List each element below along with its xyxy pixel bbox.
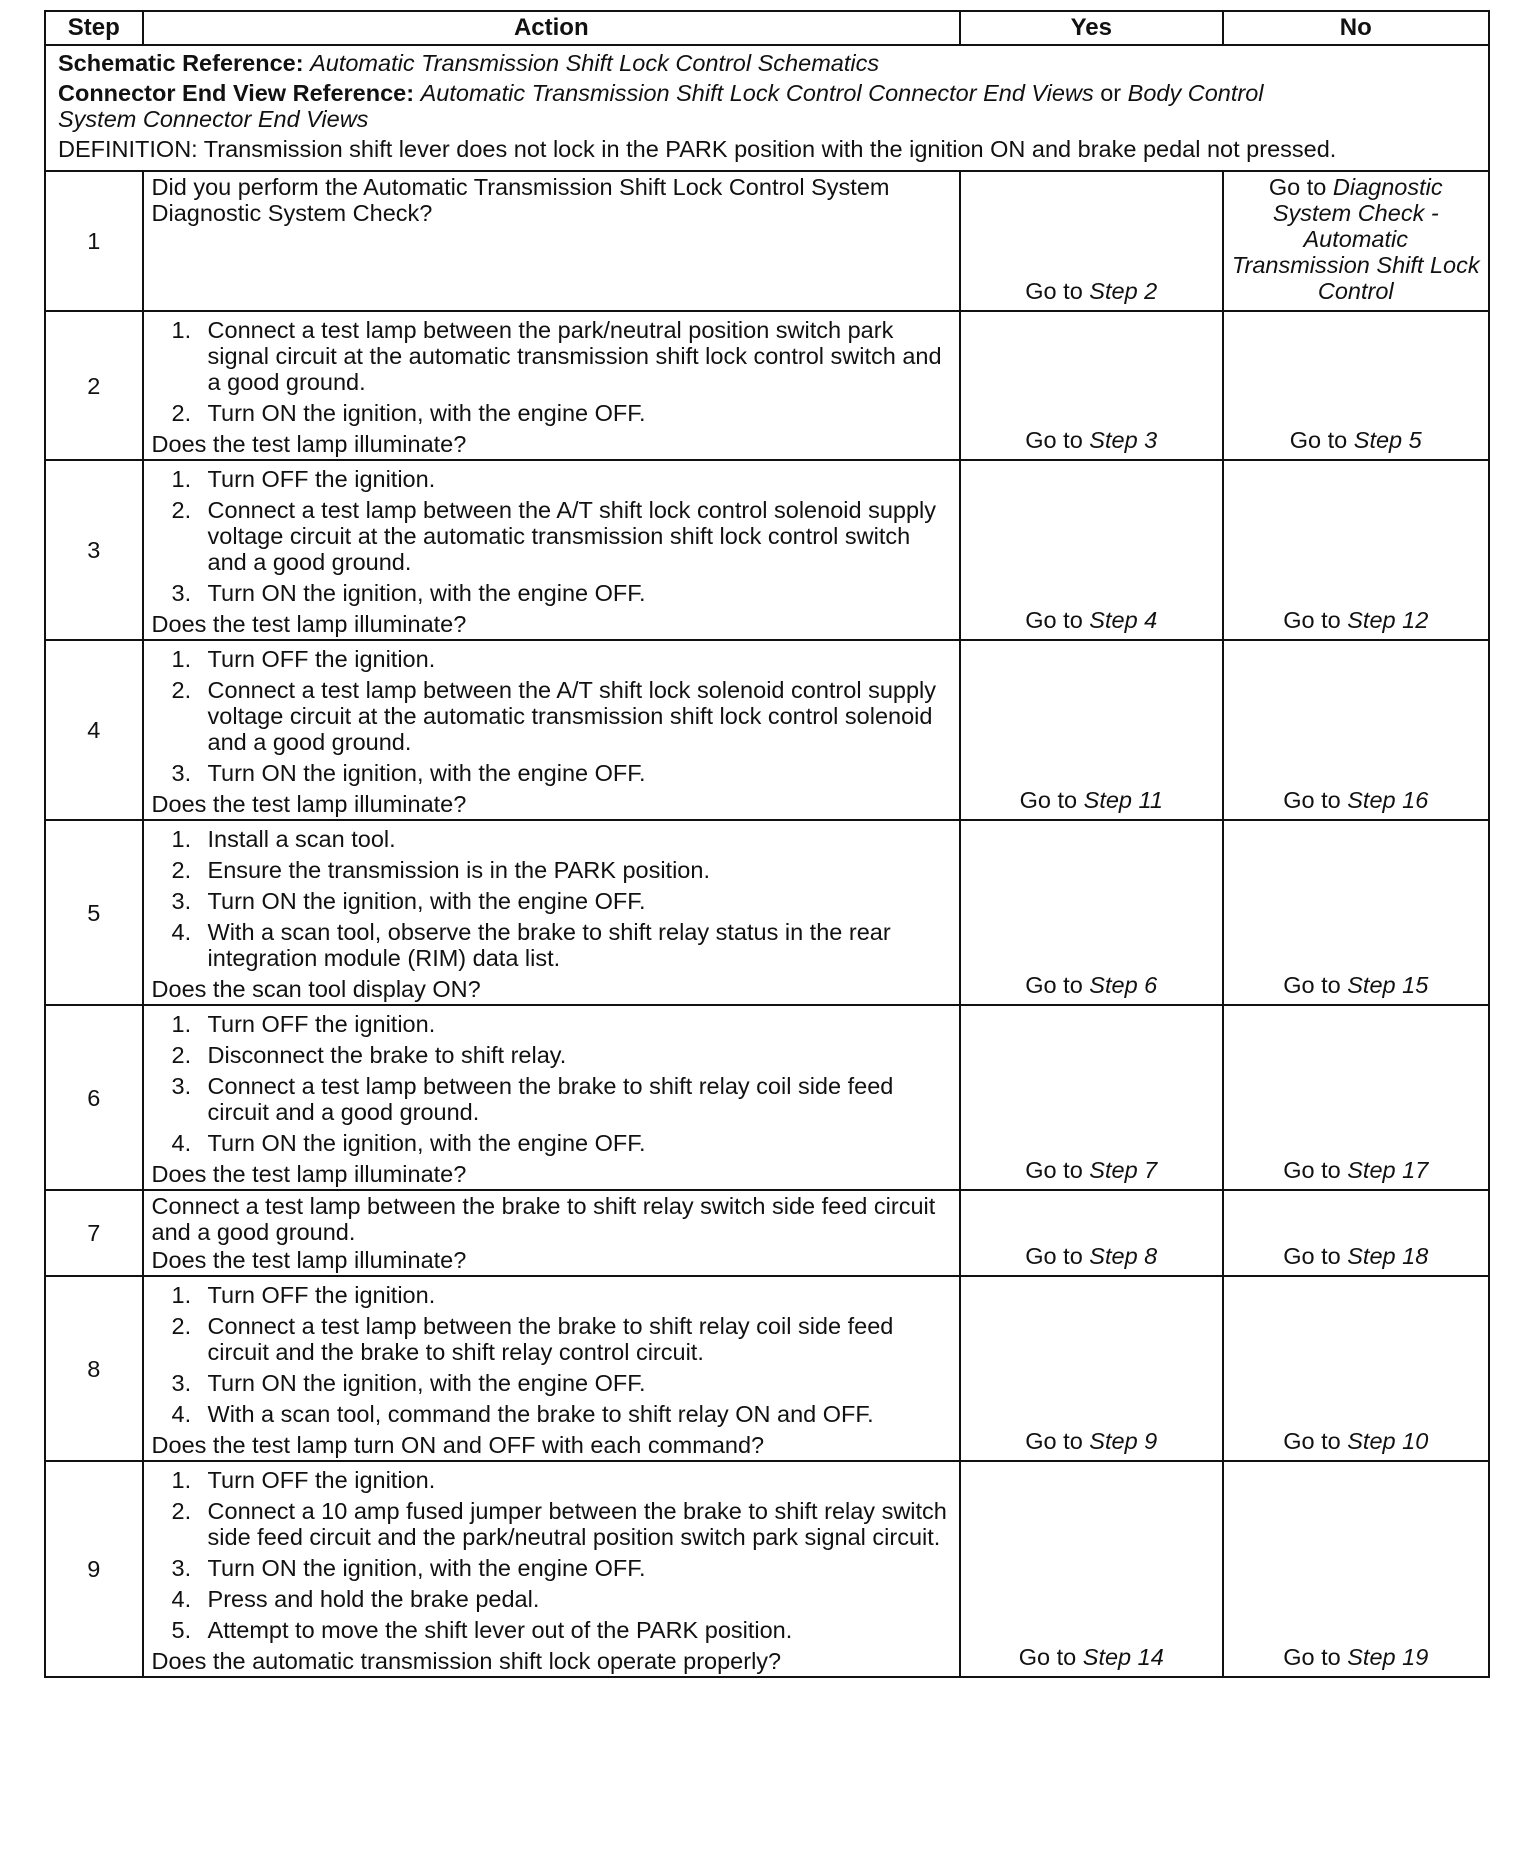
- no-goto: [1283, 1428, 1428, 1454]
- list-item-text: Connect a test lamp between the brake to shift relay coil side feed circuit and the brake to shift relay control circuit.: [207, 1313, 894, 1365]
- header-no: No: [1223, 11, 1490, 45]
- action-steps-list: [152, 646, 952, 786]
- step-number: 2: [45, 311, 143, 460]
- table-row: [45, 311, 1489, 460]
- goto-prefix: Go to: [1025, 607, 1083, 633]
- list-item: [152, 1617, 952, 1643]
- no-target-link[interactable]: Step 16: [1347, 787, 1429, 813]
- goto-prefix: Go to: [1025, 972, 1083, 998]
- action-cell: [143, 1461, 961, 1677]
- goto-prefix: Go to: [1025, 1157, 1083, 1183]
- list-item: [152, 646, 952, 672]
- no-target-link[interactable]: Step 10: [1347, 1428, 1429, 1454]
- action-text: Did you perform the Automatic Transmission Shift Lock Control System Diagnostic System Check?: [151, 174, 890, 226]
- list-item-number: 1.: [171, 646, 192, 672]
- diagnostic-table-page: [44, 10, 1490, 1678]
- step-number: 3: [45, 460, 143, 640]
- goto-prefix: Go to: [1283, 972, 1341, 998]
- goto-prefix: Go to: [1019, 787, 1078, 813]
- action-cell: [143, 1190, 961, 1276]
- step-number: 5: [45, 820, 143, 1005]
- list-item-number: 3.: [171, 888, 192, 914]
- list-item-text: Connect a 10 amp fused jumper between the brake to shift relay switch side feed circuit and the park/neutral position switch park signal circuit.: [207, 1498, 947, 1550]
- action-steps-list: [152, 466, 952, 606]
- yes-cell: [960, 1461, 1222, 1677]
- connector-reference: [58, 80, 1480, 132]
- no-goto: [1290, 427, 1422, 453]
- list-item-number: 3.: [171, 1073, 192, 1099]
- list-item-number: 1.: [171, 1282, 192, 1308]
- list-item: [152, 317, 952, 395]
- action-cell: [143, 460, 961, 640]
- connector-value-2: Body Control System Connector End Views: [58, 80, 1264, 132]
- yes-target-link[interactable]: Step 14: [1082, 1644, 1164, 1670]
- no-goto: [1283, 607, 1428, 633]
- goto-prefix: Go to: [1289, 427, 1348, 453]
- list-item: [152, 826, 952, 852]
- no-target-link[interactable]: Step 15: [1347, 972, 1429, 998]
- no-goto: [1283, 1243, 1428, 1269]
- yes-target-link[interactable]: Step 11: [1083, 787, 1163, 813]
- list-item-text: Turn OFF the ignition.: [207, 1467, 436, 1493]
- action-question: Does the test lamp illuminate?: [151, 431, 467, 457]
- connector-value-1: Automatic Transmission Shift Lock Control Connector End Views: [420, 80, 1094, 106]
- yes-target-link[interactable]: Step 4: [1089, 607, 1158, 633]
- list-item-number: 3.: [171, 1370, 192, 1396]
- yes-cell: [960, 311, 1222, 460]
- step-number: 6: [45, 1005, 143, 1190]
- action-steps-list: [152, 826, 952, 971]
- yes-goto: [1019, 1644, 1164, 1670]
- goto-prefix: Go to: [1283, 1428, 1341, 1454]
- list-item-number: 1.: [171, 1011, 192, 1037]
- list-item-text: Connect a test lamp between the A/T shift lock control solenoid supply voltage circuit at the automatic transmission shift lock control switch and a good ground.: [207, 497, 937, 575]
- list-item-text: Turn ON the ignition, with the engine OFF.: [207, 760, 646, 786]
- header-action: Action: [143, 11, 961, 45]
- yes-goto: [1025, 427, 1157, 453]
- list-item-number: 1.: [171, 317, 192, 343]
- list-item-text: Connect a test lamp between the park/neutral position switch park signal circuit at the automatic transmission shift lock control switch and a good ground.: [207, 317, 942, 395]
- list-item-number: 1.: [171, 1467, 192, 1493]
- table-row: [45, 820, 1489, 1005]
- yes-cell: [960, 171, 1222, 311]
- yes-cell: [960, 460, 1222, 640]
- action-question: Does the test lamp illuminate?: [151, 791, 467, 817]
- list-item-number: 5.: [171, 1617, 192, 1643]
- goto-prefix: Go to: [1025, 1243, 1083, 1269]
- yes-target-link[interactable]: Step 8: [1089, 1243, 1158, 1269]
- yes-target-link[interactable]: Step 7: [1089, 1157, 1158, 1183]
- list-item-text: Turn ON the ignition, with the engine OFF.: [207, 580, 646, 606]
- table-row: [45, 1276, 1489, 1461]
- action-question: Does the test lamp illuminate?: [151, 1161, 467, 1187]
- list-item-text: Turn OFF the ignition.: [207, 1011, 436, 1037]
- list-item-text: Turn ON the ignition, with the engine OFF.: [207, 1555, 646, 1581]
- list-item-text: Disconnect the brake to shift relay.: [207, 1042, 567, 1068]
- schematic-reference: [58, 50, 1480, 76]
- no-target-link[interactable]: Step 19: [1347, 1644, 1429, 1670]
- no-cell: [1223, 460, 1490, 640]
- header-step: Step: [45, 11, 143, 45]
- yes-target-link[interactable]: Step 6: [1089, 972, 1158, 998]
- action-steps-list: [152, 1467, 952, 1643]
- yes-goto: [1025, 972, 1157, 998]
- yes-cell: [960, 820, 1222, 1005]
- yes-goto: [1025, 607, 1157, 633]
- goto-prefix: Go to: [1283, 1243, 1341, 1269]
- no-goto: [1232, 174, 1480, 304]
- no-goto: [1283, 787, 1428, 813]
- goto-prefix: Go to: [1283, 787, 1341, 813]
- no-target-link[interactable]: Step 18: [1347, 1243, 1429, 1269]
- no-cell: [1223, 1190, 1490, 1276]
- goto-prefix: Go to: [1025, 278, 1083, 304]
- no-target-link[interactable]: Step 12: [1347, 607, 1429, 633]
- no-cell: [1223, 1276, 1490, 1461]
- list-item: [152, 1586, 952, 1612]
- list-item-text: Turn OFF the ignition.: [207, 1282, 436, 1308]
- list-item: [152, 497, 952, 575]
- no-target-link[interactable]: Diagnostic System Check - Automatic Transmission Shift Lock Control: [1231, 174, 1480, 304]
- yes-goto: [1020, 787, 1163, 813]
- action-question: Does the test lamp illuminate?: [151, 1247, 467, 1273]
- no-target-link[interactable]: Step 5: [1353, 427, 1422, 453]
- list-item-text: Press and hold the brake pedal.: [207, 1586, 540, 1612]
- list-item: [152, 1498, 952, 1550]
- schematic-label: Schematic Reference:: [58, 50, 304, 76]
- action-cell: [143, 820, 961, 1005]
- no-cell: [1223, 820, 1490, 1005]
- yes-goto: [1025, 278, 1157, 304]
- action-steps-list: [152, 1011, 952, 1156]
- list-item: [152, 400, 952, 426]
- list-item: [152, 1011, 952, 1037]
- step-number: 1: [45, 171, 143, 311]
- yes-goto: [1025, 1243, 1157, 1269]
- list-item: [152, 1313, 952, 1365]
- schematic-value: Automatic Transmission Shift Lock Control Schematics: [310, 50, 880, 76]
- list-item-text: Turn OFF the ignition.: [207, 466, 436, 492]
- list-item: [152, 1370, 952, 1396]
- goto-prefix: Go to: [1268, 174, 1327, 200]
- list-item: [152, 888, 952, 914]
- list-item-number: 4.: [171, 919, 192, 945]
- table-row: [45, 1005, 1489, 1190]
- no-goto: [1283, 972, 1428, 998]
- goto-prefix: Go to: [1283, 1644, 1341, 1670]
- step-number: 9: [45, 1461, 143, 1677]
- list-item: [152, 1555, 952, 1581]
- action-cell: [143, 1276, 961, 1461]
- goto-prefix: Go to: [1025, 427, 1083, 453]
- definition: DEFINITION: Transmission shift lever does not lock in the PARK position with the ignition ON and brake pedal not pressed.: [58, 136, 1337, 162]
- list-item: [152, 919, 952, 971]
- list-item-number: 2.: [171, 497, 192, 523]
- action-steps-list: [152, 317, 952, 426]
- action-cell: [143, 171, 961, 311]
- reference-cell: [45, 45, 1489, 171]
- list-item-number: 3.: [171, 580, 192, 606]
- step-number: 8: [45, 1276, 143, 1461]
- list-item-text: Connect a test lamp between the brake to shift relay coil side feed circuit and a good ground.: [207, 1073, 894, 1125]
- goto-prefix: Go to: [1025, 1428, 1083, 1454]
- list-item-number: 4.: [171, 1401, 192, 1427]
- yes-target-link[interactable]: Step 9: [1089, 1428, 1158, 1454]
- yes-goto: [1025, 1428, 1157, 1454]
- goto-prefix: Go to: [1018, 1644, 1077, 1670]
- list-item: [152, 1282, 952, 1308]
- no-cell: [1223, 1461, 1490, 1677]
- list-item-text: Attempt to move the shift lever out of the PARK position.: [207, 1617, 793, 1643]
- yes-cell: [960, 1276, 1222, 1461]
- list-item-number: 3.: [171, 760, 192, 786]
- list-item-text: With a scan tool, observe the brake to shift relay status in the rear integration module (RIM) data list.: [207, 919, 891, 971]
- list-item-number: 2.: [171, 1042, 192, 1068]
- yes-target-link[interactable]: Step 2: [1089, 278, 1158, 304]
- list-item-number: 2.: [171, 1313, 192, 1339]
- list-item: [152, 677, 952, 755]
- list-item-text: Turn ON the ignition, with the engine OFF.: [207, 1370, 646, 1396]
- list-item-number: 2.: [171, 400, 192, 426]
- list-item-number: 2.: [171, 857, 192, 883]
- step-number: 7: [45, 1190, 143, 1276]
- connector-label: Connector End View Reference:: [58, 80, 415, 106]
- action-cell: [143, 1005, 961, 1190]
- list-item: [152, 580, 952, 606]
- table-row: [45, 1461, 1489, 1677]
- action-question: Does the scan tool display ON?: [151, 976, 481, 1002]
- list-item-text: Turn OFF the ignition.: [207, 646, 436, 672]
- connector-or: or: [1100, 80, 1122, 106]
- list-item-number: 1.: [171, 466, 192, 492]
- table-row: [45, 1190, 1489, 1276]
- list-item-text: Install a scan tool.: [207, 826, 396, 852]
- list-item-text: Turn ON the ignition, with the engine OFF.: [207, 400, 646, 426]
- list-item: [152, 1401, 952, 1427]
- no-cell: [1223, 640, 1490, 820]
- yes-cell: [960, 640, 1222, 820]
- diagnostic-table: [44, 10, 1490, 1678]
- table-row: [45, 640, 1489, 820]
- no-target-link[interactable]: Step 17: [1347, 1157, 1429, 1183]
- yes-cell: [960, 1190, 1222, 1276]
- reference-row: [45, 45, 1489, 171]
- list-item: [152, 857, 952, 883]
- list-item-text: With a scan tool, command the brake to shift relay ON and OFF.: [207, 1401, 874, 1427]
- yes-target-link[interactable]: Step 3: [1089, 427, 1158, 453]
- action-steps-list: [152, 1282, 952, 1427]
- goto-prefix: Go to: [1283, 1157, 1341, 1183]
- action-text: Connect a test lamp between the brake to shift relay switch side feed circuit and a good ground.: [151, 1193, 936, 1245]
- no-cell: [1223, 1005, 1490, 1190]
- action-question: Does the automatic transmission shift lock operate properly?: [151, 1648, 782, 1674]
- table-row: [45, 460, 1489, 640]
- list-item-text: Turn ON the ignition, with the engine OFF.: [207, 1130, 646, 1156]
- list-item: [152, 1130, 952, 1156]
- yes-goto: [1025, 1157, 1157, 1183]
- action-question: Does the test lamp illuminate?: [151, 611, 467, 637]
- list-item: [152, 760, 952, 786]
- goto-prefix: Go to: [1283, 607, 1341, 633]
- yes-cell: [960, 1005, 1222, 1190]
- list-item: [152, 1467, 952, 1493]
- list-item-number: 2.: [171, 677, 192, 703]
- header-yes: Yes: [960, 11, 1222, 45]
- list-item: [152, 1042, 952, 1068]
- no-goto: [1283, 1157, 1428, 1183]
- table-row: [45, 171, 1489, 311]
- no-goto: [1283, 1644, 1428, 1670]
- list-item-number: 4.: [171, 1130, 192, 1156]
- action-question: Does the test lamp turn ON and OFF with each command?: [151, 1432, 765, 1458]
- list-item-text: Turn ON the ignition, with the engine OFF.: [207, 888, 646, 914]
- action-cell: [143, 640, 961, 820]
- header-row: [45, 11, 1489, 45]
- list-item-text: Ensure the transmission is in the PARK position.: [207, 857, 710, 883]
- list-item-text: Connect a test lamp between the A/T shift lock solenoid control supply voltage circuit at the automatic transmission shift lock control solenoid and a good ground.: [207, 677, 937, 755]
- list-item-number: 1.: [171, 826, 192, 852]
- list-item-number: 2.: [171, 1498, 192, 1524]
- list-item: [152, 1073, 952, 1125]
- list-item-number: 3.: [171, 1555, 192, 1581]
- list-item-number: 4.: [171, 1586, 192, 1612]
- no-cell: [1223, 171, 1490, 311]
- list-item: [152, 466, 952, 492]
- action-cell: [143, 311, 961, 460]
- no-cell: [1223, 311, 1490, 460]
- step-number: 4: [45, 640, 143, 820]
